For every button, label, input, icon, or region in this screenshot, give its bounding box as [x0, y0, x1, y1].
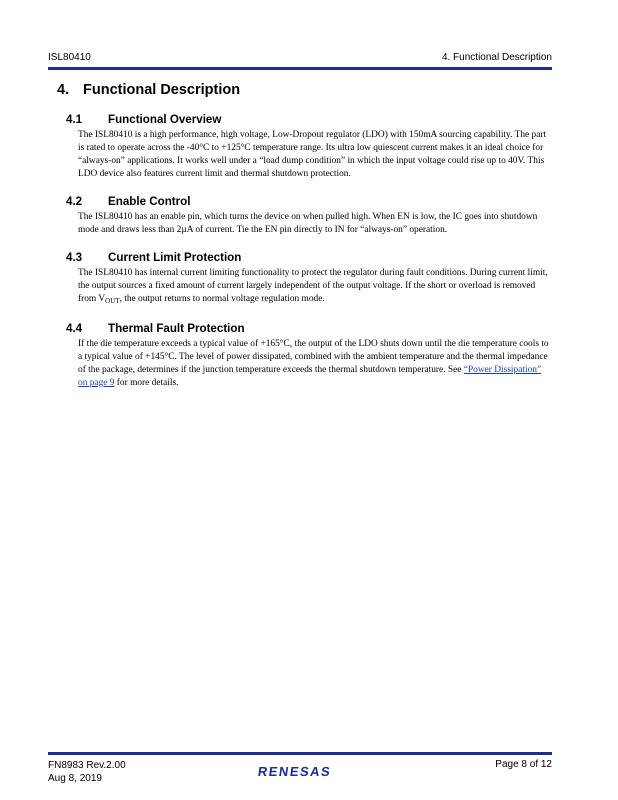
footer-doc-info: [48, 759, 126, 785]
body-text: If the die temperature exceeds a typical value of +165°C, the output of the LDO shuts down until the die temperature cools to a typical value of +145°C. The level of power dissipated, combined with the ambient temperature and the thermal impedance of the package, determines if the junction temperature exceeds the thermal shutdown temperature. See: [78, 339, 549, 375]
section-functional-overview: [66, 113, 552, 181]
vout-subscript: OUT: [105, 297, 120, 305]
body-text: The ISL80410 has internal current limiting functionality to protect the regulator during fault conditions. During current limit, the output sources a fixed amount of current largely independent of the output voltage. If the short or overload is removed from V: [78, 268, 548, 304]
section-number: 4.1: [66, 113, 83, 126]
page-content: [66, 113, 552, 404]
body-text: for more details.: [114, 378, 179, 388]
section-title: Thermal Fault Protection: [108, 322, 245, 335]
section-title: Enable Control: [108, 195, 191, 208]
section-heading: [66, 322, 552, 335]
section-current-limit-protection: [66, 251, 552, 308]
footer-doc-number: FN8983 Rev.2.00: [48, 760, 126, 771]
chapter-number: 4.: [57, 82, 70, 98]
section-title: Functional Overview: [108, 113, 222, 126]
header-section-title: 4. Functional Description: [441, 52, 552, 63]
footer-page-number: Page 8 of 12: [495, 759, 552, 770]
chapter-title: Functional Description: [83, 82, 241, 98]
section-number: 4.4: [66, 322, 83, 335]
section-thermal-fault-protection: [66, 322, 552, 390]
section-body: The ISL80410 has an enable pin, which turns the device on when pulled high. When EN is low, the IC goes into shutdown mode and draws less than 2µA of current. Tie the EN pin directly to IN for “always-on” operation.: [78, 212, 538, 235]
section-heading: [66, 195, 552, 208]
section-number: 4.3: [66, 251, 83, 264]
footer-rule: [48, 752, 552, 755]
section-heading: [66, 251, 552, 264]
section-body: The ISL80410 is a high performance, high voltage, Low-Dropout regulator (LDO) with 150mA sourcing capability. The part is rated to operate across the -40°C to +125°C temperature range. Its ultra low quiescent current makes it an ideal choice for “always-on” applications. It works well under a “load dump condition” in which the input voltage could rise up to 40V. This LDO device also features current limit and thermal shutdown protection.: [78, 130, 547, 179]
section-body: [78, 267, 552, 308]
power-dissipation-link[interactable]: “Power Dissipation” on page 9: [78, 365, 542, 388]
chapter-heading: [57, 82, 240, 98]
header-rule: [48, 67, 552, 70]
section-enable-control: [66, 195, 552, 237]
section-heading: [66, 113, 552, 126]
section-body: [78, 338, 552, 390]
renesas-logo: RENESAS: [256, 764, 333, 779]
section-title: Current Limit Protection: [108, 251, 242, 264]
footer-date: Aug 8, 2019: [48, 773, 102, 784]
body-text: , the output returns to normal voltage regulation mode.: [119, 294, 325, 304]
section-number: 4.2: [66, 195, 83, 208]
header-doc-id: ISL80410: [48, 52, 91, 63]
